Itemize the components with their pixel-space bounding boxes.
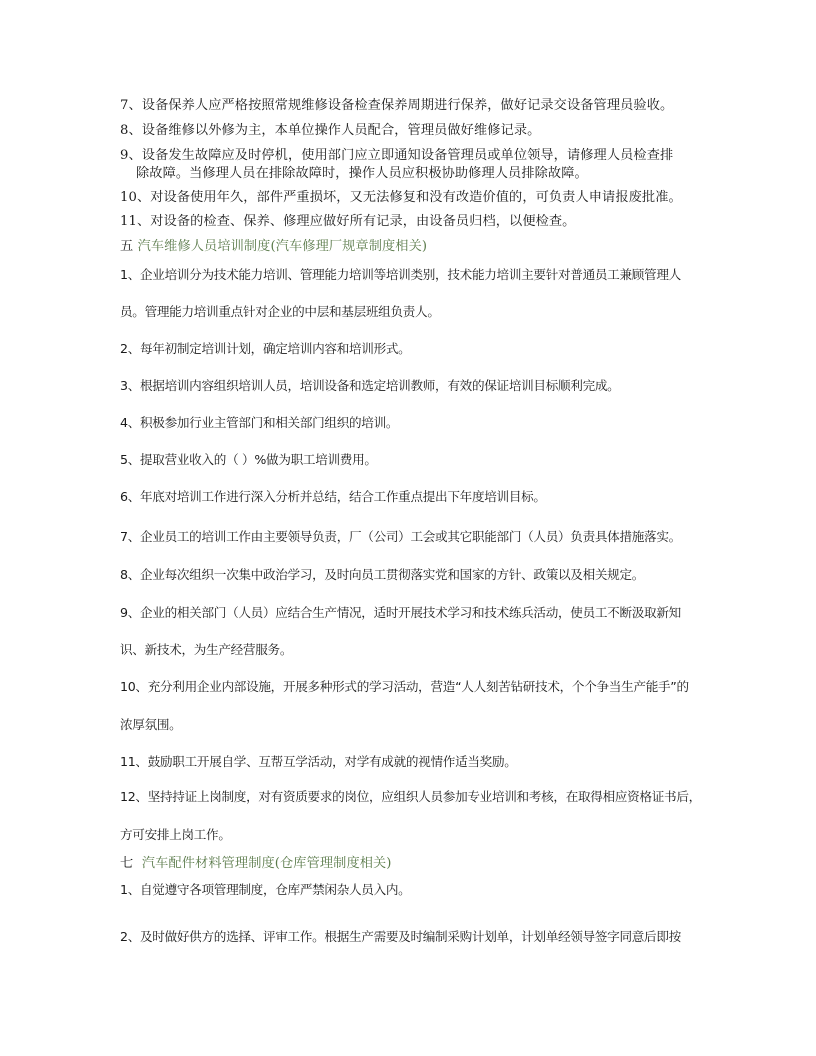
paragraph-equipment-8: 8、设备维修以外修为主，本单位操作人员配合，管理员做好维修记录。 [120,123,541,138]
paragraph-equipment-10: 10、对设备使用年久，部件严重损坏，又无法修复和没有改造价值的，可负责人申请报废批准。 [120,190,682,205]
section-title: 汽车配件材料管理制度(仓库管理制度相关) [141,856,392,871]
paragraph-equipment-9-cont: 除故障。当修理人员在排除故障时，操作人员应积极协助修理人员排除故障。 [136,166,588,181]
section-title: 汽车维修人员培训制度(汽车修理厂规章制度相关) [137,239,428,254]
paragraph-training-9-cont: 识、新技术，为生产经营服务。 [120,642,293,657]
paragraph-training-9: 9、企业的相关部门（人员）应结合生产情况，适时开展技术学习和技术练兵活动，使员工不断汲取新知 [120,605,681,620]
paragraph-training-5: 5、提取营业收入的（ ）%做为职工培训费用。 [120,452,377,467]
paragraph-training-10: 10、充分利用企业内部设施，开展多种形式的学习活动，营造“人人刻苦钻研技术，个个争当生产能手”的 [120,679,689,694]
paragraph-parts-2: 2、及时做好供方的选择、评审工作。根据生产需要及时编制采购计划单，计划单经领导签字同意后即按 [120,929,681,944]
paragraph-parts-1: 1、自觉遵守各项管理制度，仓库严禁闲杂人员入内。 [120,882,411,897]
paragraph-training-11: 11、鼓励职工开展自学、互帮互学活动，对学有成就的视情作适当奖励。 [120,754,517,769]
section-number: 七 [120,856,134,871]
paragraph-training-1: 1、企业培训分为技术能力培训、管理能力培训等培训类别，技术能力培训主要针对普通员工兼顾管理人 [120,267,681,282]
section-heading-training [120,238,427,256]
paragraph-training-2: 2、每年初制定培训计划，确定培训内容和培训形式。 [120,341,411,356]
section-heading-parts [120,855,392,873]
paragraph-equipment-7: 7、设备保养人应严格按照常规维修设备检查保养周期进行保养，做好记录交设备管理员验收。 [120,98,674,113]
paragraph-training-10-cont: 浓厚氛围。 [120,717,182,732]
paragraph-training-12: 12、坚持持证上岗制度，对有资质要求的岗位，应组织人员参加专业培训和考核，在取得相应资格证书后， [120,789,701,804]
paragraph-training-8: 8、企业每次组织一次集中政治学习，及时向员工贯彻落实党和国家的方针、政策以及相关规定。 [120,567,645,582]
paragraph-training-4: 4、积极参加行业主管部门和相关部门组织的培训。 [120,415,399,430]
paragraph-training-6: 6、年底对培训工作进行深入分析并总结，结合工作重点提出下年度培训目标。 [120,489,546,504]
paragraph-training-12-cont: 方可安排上岗工作。 [120,827,231,842]
paragraph-training-3: 3、根据培训内容组织培训人员，培训设备和选定培训教师，有效的保证培训目标顺利完成。 [120,378,620,393]
paragraph-equipment-9: 9、设备发生故障应及时停机，使用部门应立即通知设备管理员或单位领导，请修理人员检查排 [120,148,674,163]
paragraph-training-7: 7、企业员工的培训工作由主要领导负责，厂（公司）工会或其它职能部门（人员）负责具体措施落实。 [120,529,681,544]
paragraph-equipment-11: 11、对设备的检查、保养、修理应做好所有记录，由设备员归档，以便检查。 [120,214,576,229]
section-number: 五 [120,239,134,254]
paragraph-training-1-cont: 员。管理能力培训重点针对企业的中层和基层班组负责人。 [120,304,440,319]
